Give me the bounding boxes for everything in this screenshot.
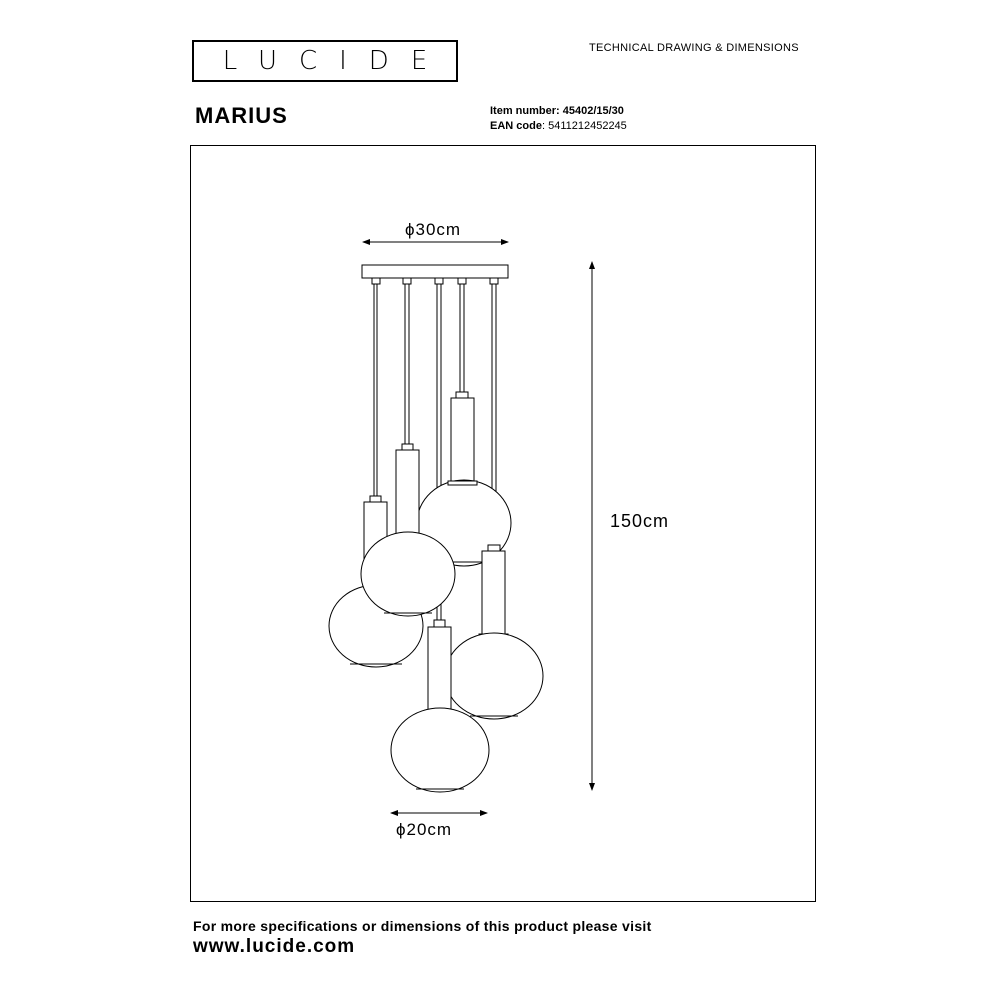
footer-website-link[interactable]: www.lucide.com — [193, 936, 356, 957]
item-number-value: 45402/15/30 — [562, 105, 624, 117]
canopy-diameter-label: ϕ30cm — [405, 220, 462, 239]
logo-text: LUCIDE — [222, 46, 450, 76]
height-label: 150cm — [610, 511, 670, 531]
footer-text: For more specifications or dimensions of this product please visit — [193, 918, 652, 934]
item-number-label: Item number: — [490, 105, 560, 117]
pendant-5 — [445, 545, 543, 719]
shade-diameter-label: ϕ20cm — [396, 820, 453, 839]
document-type: TECHNICAL DRAWING & DIMENSIONS — [589, 42, 799, 54]
ean-label: EAN code — [490, 120, 542, 132]
product-name: MARIUS — [195, 103, 288, 128]
ean-value: : 5411212452245 — [541, 120, 627, 132]
canopy-plate — [362, 265, 508, 278]
